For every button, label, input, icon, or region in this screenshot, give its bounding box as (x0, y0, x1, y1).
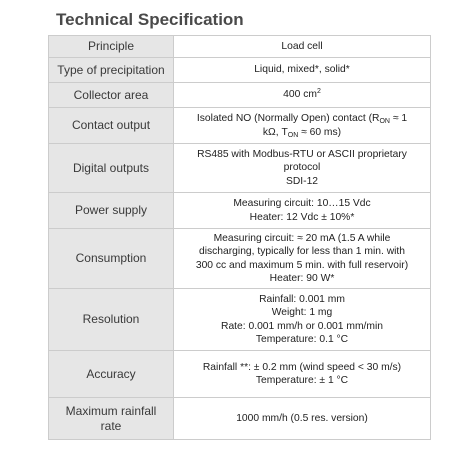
subscript: ON (287, 131, 299, 139)
value-line: Temperature: ± 1 °C (255, 375, 349, 386)
row-value (174, 83, 431, 108)
value-line: Measuring circuit: 10…15 Vdc (233, 198, 371, 209)
table-row (49, 398, 431, 440)
value-line: Measuring circuit: ≈ 20 mA (1.5 A while (213, 232, 391, 244)
value-line: Rainfall: 0.001 mm (259, 293, 345, 305)
row-label: Digital outputs (49, 144, 174, 193)
value-line (180, 126, 424, 140)
row-label: Contact output (49, 108, 174, 144)
row-value (174, 58, 431, 83)
table-row (49, 229, 431, 289)
table-row (49, 351, 431, 398)
row-value (174, 289, 431, 351)
row-value (174, 398, 431, 440)
table-row (49, 193, 431, 229)
value-line: 300 cc and maximum 5 min. with full reservoir) (195, 259, 409, 271)
value-line: Temperature: 0.1 °C (255, 334, 349, 345)
value-line: Liquid, mixed*, solid* (254, 64, 350, 76)
table-row (49, 108, 431, 144)
row-value (174, 193, 431, 229)
table-row (49, 289, 431, 351)
value-line: Heater: 90 W* (269, 273, 335, 284)
value-line: Heater: 12 Vdc ± 10%* (249, 211, 355, 223)
label-text: Maximum rainfall rate (65, 403, 157, 433)
row-value (174, 229, 431, 289)
value-line: SDI-12 (285, 175, 319, 187)
row-label: Resolution (49, 289, 174, 351)
row-label: Consumption (49, 229, 174, 289)
row-label: Principle (49, 36, 174, 58)
subscript: ON (379, 118, 390, 125)
table-row (49, 144, 431, 193)
row-value (174, 351, 431, 398)
row-value (174, 36, 431, 58)
value-text: Isolated NO (Normally Open) contact (R (196, 113, 380, 124)
value-text: ≈ 60 ms) (298, 126, 342, 138)
row-label: Collector area (49, 83, 174, 108)
value-line (180, 112, 424, 126)
value-line: Weight: 1 mg (271, 307, 333, 318)
value-text: 400 cm (283, 89, 317, 101)
value-line: discharging, typically for less than 1 min. with (198, 246, 406, 257)
row-label: Type of precipitation (49, 58, 174, 83)
row-label (49, 398, 174, 440)
value-text: kΩ, T (262, 126, 288, 138)
page-title: Technical Specification (56, 10, 244, 29)
value-line: Load cell (281, 40, 323, 52)
value-line: Rainfall **: ± 0.2 mm (wind speed < 30 m/s) (202, 361, 402, 373)
value-line (180, 88, 424, 102)
value-text: ≈ 1 (389, 113, 408, 124)
spec-table (48, 35, 431, 440)
row-label: Accuracy (49, 351, 174, 398)
value-line: protocol (283, 162, 321, 174)
table-row (49, 83, 431, 108)
row-value (174, 108, 431, 144)
value-line: 1000 mm/h (0.5 res. version) (236, 412, 368, 424)
superscript: 2 (316, 88, 321, 96)
table-row (49, 58, 431, 83)
value-line: Rate: 0.001 mm/h or 0.001 mm/min (221, 320, 383, 332)
value-line: RS485 with Modbus-RTU or ASCII proprietary (197, 148, 407, 160)
row-label: Power supply (49, 193, 174, 229)
table-row (49, 36, 431, 58)
row-value (174, 144, 431, 193)
